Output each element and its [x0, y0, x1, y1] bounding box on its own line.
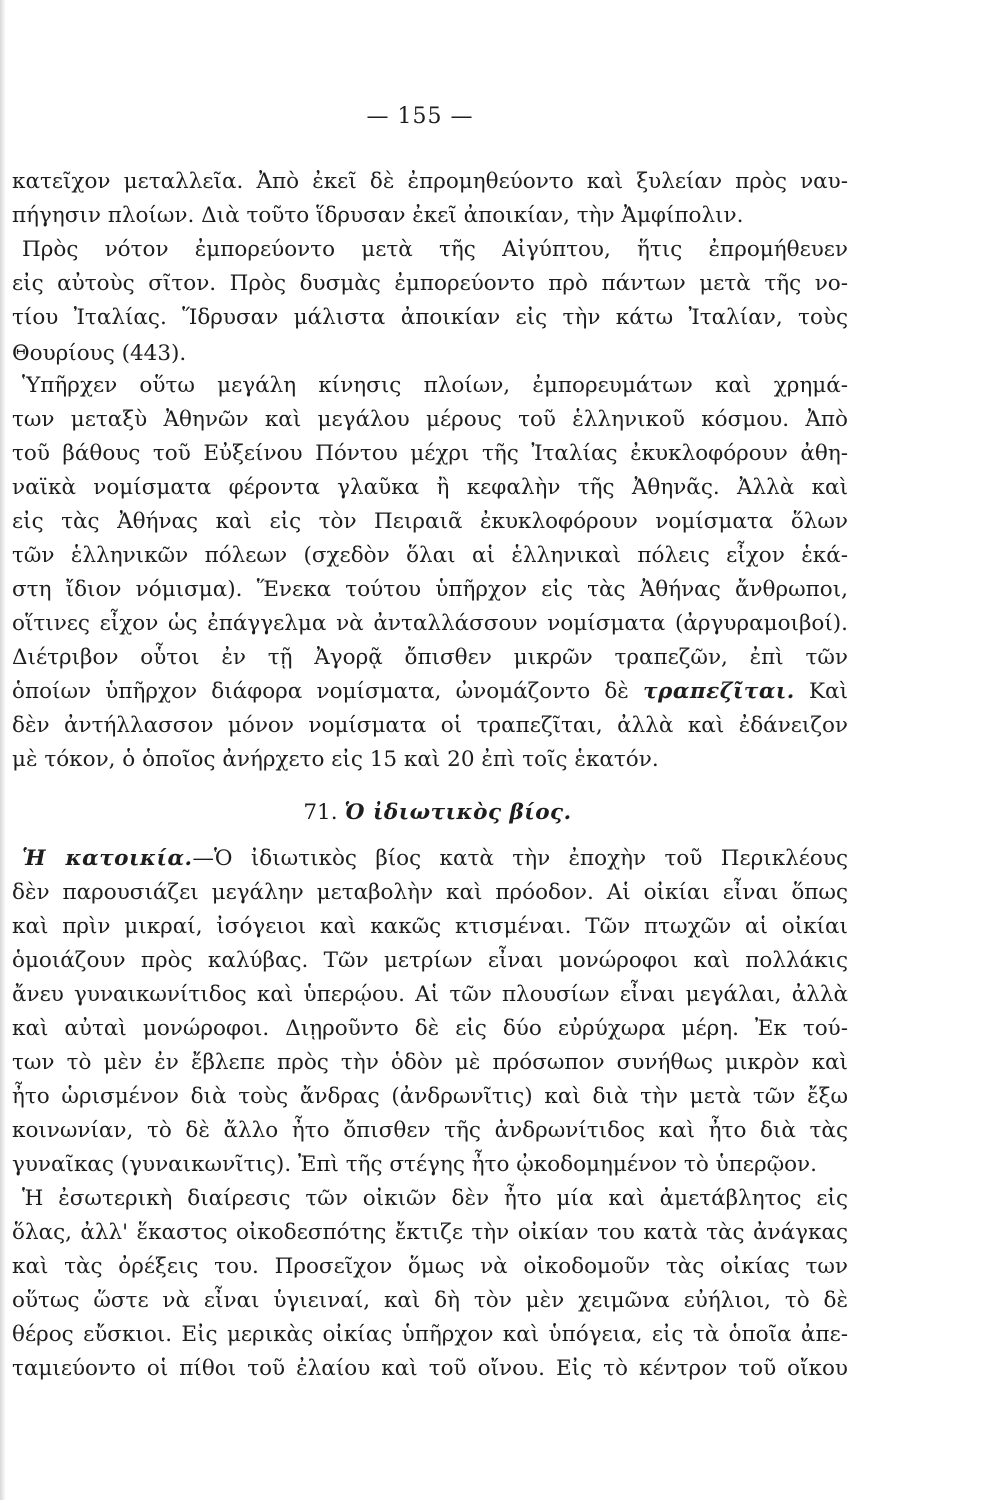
term-trapezitai: τραπεζῖται. — [643, 679, 795, 704]
text-line: ὅλας, ἀλλ' ἕκαστος οἰκοδεσπότης ἔκτιζε τὴν οἰκίαν του κατὰ τὰς ἀνάγκας — [12, 1220, 848, 1245]
text-line: ταμιεύοντο οἱ πίθοι τοῦ ἐλαίου καὶ τοῦ οἴνου. Εἰς τὸ κέντρον τοῦ οἴκου — [12, 1356, 848, 1381]
text-line: μὲ τόκον, ὁ ὁποῖος ἀνήρχετο εἰς 15 καὶ 20 ἐπὶ τοῖς ἑκατόν. — [12, 747, 659, 772]
text-line: ναϊκὰ νομίσματα φέροντα γλαῦκα ἢ κεφαλὴν τῆς Ἀθηνᾶς. Ἀλλὰ καὶ — [12, 475, 848, 500]
text-line: καὶ τὰς ὀρέξεις του. Προσεῖχον ὅμως νὰ οἰκοδομοῦν τὰς οἰκίας των — [12, 1254, 848, 1279]
page-edge-shadow — [0, 0, 6, 1500]
text-line: ἄνευ γυναικωνίτιδος καὶ ὑπερῴου. Αἱ τῶν πλουσίων εἶναι μεγάλαι, ἀλλὰ — [12, 982, 848, 1007]
section-title: Ὁ ἰδιωτικὸς βίος. — [344, 800, 572, 825]
text-line: Διέτριβον οὗτοι ἐν τῇ Ἀγορᾷ ὄπισθεν μικρῶν τραπεζῶν, ἐπὶ τῶν — [12, 645, 848, 670]
text-line: θέρος εὔσκιοι. Εἰς μερικὰς οἰκίας ὑπῆρχον καὶ ὑπόγεια, εἰς τὰ ὁποῖα ἀπε- — [12, 1322, 848, 1347]
text-line: δὲν ἀντήλλασσον μόνον νομίσματα οἱ τραπεζῖται, ἀλλὰ καὶ ἐδάνειζον — [12, 713, 848, 738]
text-line-rest: ἰδιωτικὸς βίος κατὰ τὴν ἐποχὴν τοῦ Περικλέους — [250, 846, 848, 871]
text-line: ὁμοιάζουν πρὸς καλύβας. Τῶν μετρίων εἶναι μονώροφοι καὶ πολλάκις — [12, 948, 848, 973]
text-line: γυναῖκας (γυναικωνῖτις). Ἐπὶ τῆς στέγης ἦτο ᾠκοδομημένον τὸ ὑπερῷον. — [12, 1152, 817, 1177]
subsection-title: Ἡ κατοικία. — [22, 846, 193, 871]
text-line: τίου Ἰταλίας. Ἵδρυσαν μάλιστα ἀποικίαν εἰς τὴν κάτω Ἰταλίαν, τοὺς — [12, 305, 848, 330]
text-line: Ἡ ἐσωτερικὴ διαίρεσις τῶν οἰκιῶν δὲν ἦτο μία καὶ ἀμετάβλητος εἰς — [22, 1186, 848, 1211]
text-line: των τὸ μὲν ἐν ἔβλεπε πρὸς τὴν ὁδὸν μὲ πρόσωπον συνήθως μικρὸν καὶ — [12, 1050, 848, 1075]
text-line: οὕτως ὥστε νὰ εἶναι ὑγιειναί, καὶ δὴ τὸν μὲν χειμῶνα εὐήλιοι, τὸ δὲ — [12, 1288, 848, 1313]
text-line: κοινωνίαν, τὸ δὲ ἄλλο ἦτο ὄπισθεν τῆς ἀνδρωνίτιδος καὶ ἦτο διὰ τὰς — [12, 1118, 848, 1143]
text-line: ἦτο ὡρισμένον διὰ τοὺς ἄνδρας (ἀνδρωνῖτις) καὶ διὰ τὴν μετὰ τῶν ἔξω — [12, 1084, 848, 1109]
text-line: εἰς αὐτοὺς σῖτον. Πρὸς δυσμὰς ἐμπορεύοντο πρὸ πάντων μετὰ τῆς νο- — [12, 271, 848, 296]
text-line — [12, 678, 848, 706]
text-line: Ὑπῆρχεν οὕτω μεγάλη κίνησις πλοίων, ἐμπορευμάτων καὶ χρημά- — [22, 373, 848, 398]
text-line: εἰς τὰς Ἀθήνας καὶ εἰς τὸν Πειραιᾶ ἐκυκλοφόρουν νομίσματα ὅλων — [12, 509, 848, 534]
text-line: καὶ πρὶν μικραί, ἰσόγειοι καὶ κακῶς κτισμέναι. Τῶν πτωχῶν αἱ οἰκίαι — [12, 914, 848, 939]
text-line: των μεταξὺ Ἀθηνῶν καὶ μεγάλου μέρους τοῦ ἑλληνικοῦ κόσμου. Ἀπὸ — [12, 407, 848, 432]
text-line: δὲν παρουσιάζει μεγάλην μεταβολὴν καὶ πρόοδον. Αἱ οἰκίαι εἶναι ὅπως — [12, 880, 848, 905]
text-line-end: Καὶ — [808, 679, 848, 704]
text-line: κατεῖχον μεταλλεῖα. Ἀπὸ ἐκεῖ δὲ ἐπρομηθεύοντο καὶ ξυλείαν πρὸς ναυ- — [12, 169, 848, 194]
section-heading — [0, 799, 875, 827]
subsection-lead: Ὁ — [213, 846, 233, 871]
page-number: — 155 — — [366, 104, 474, 129]
text-line-start: ὁποίων ὑπῆρχον διάφορα νομίσματα, ὠνομάζοντο δὲ — [12, 679, 629, 704]
text-line: οἵτινες εἶχον ὡς ἐπάγγελμα νὰ ἀνταλλάσσουν νομίσματα (ἀργυραμοιβοί). — [12, 611, 848, 636]
text-line: τῶν ἑλληνικῶν πόλεων (σχεδὸν ὅλαι αἱ ἑλληνικαὶ πόλεις εἶχον ἑκά- — [12, 543, 848, 568]
text-line: στη ἴδιον νόμισμα). Ἕνεκα τούτου ὑπῆρχον εἰς τὰς Ἀθήνας ἄνθρωποι, — [12, 577, 848, 602]
text-line — [22, 845, 848, 873]
section-number: 71. — [303, 800, 338, 825]
text-line: τοῦ βάθους τοῦ Εὐξείνου Πόντου μέχρι τῆς Ἰταλίας ἐκυκλοφόρουν ἀθη- — [12, 441, 848, 466]
text-line: Πρὸς νότον ἐμπορεύοντο μετὰ τῆς Αἰγύπτου, ἥτις ἐπρομήθευεν — [22, 237, 848, 262]
text-line: πήγησιν πλοίων. Διὰ τοῦτο ἵδρυσαν ἐκεῖ ἀποικίαν, τὴν Ἀμφίπολιν. — [12, 203, 744, 228]
subsection-dash: — — [192, 846, 214, 871]
text-line: καὶ αὐταὶ μονώροφοι. Διῃροῦντο δὲ εἰς δύο εὐρύχωρα μέρη. Ἐκ τού- — [12, 1016, 848, 1041]
text-line: Θουρίους (443). — [12, 341, 187, 366]
